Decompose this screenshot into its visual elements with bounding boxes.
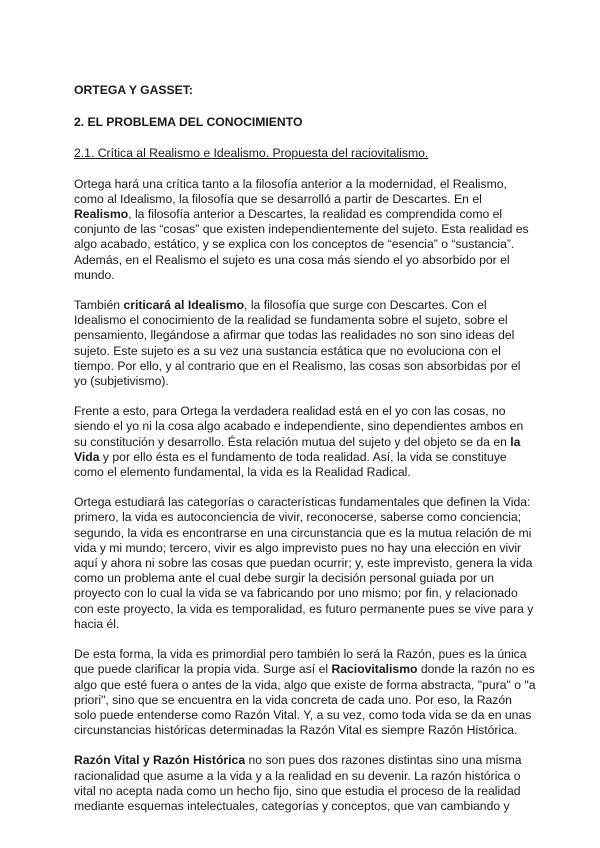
document-body: [74, 83, 536, 829]
paragraph-razon-historica: [74, 753, 536, 814]
text-run: También: [74, 298, 124, 313]
text-run: , la filosofía que surge con Descartes. Con el Idealismo el conocimiento de la realidad se fundamenta sobre el sujeto, sobre el pensamiento, llegándose a afirmar que todas las realidades no son sino ideas del sujeto. Este sujeto es a su vez una sustancia estática que no evoluciona con el tiempo. Por ello, y al contrario que en el Realismo, las cosas son absorbidas por el yo (subjetivismo).: [74, 298, 521, 389]
text-run: y por ello ésta es el fundamento de toda realidad. Así, la vida se constituye como el elemento fundamental, la vida es la Realidad Radical.: [74, 449, 507, 480]
bold-term: la Vida: [74, 434, 521, 464]
bold-term: Razón Vital y Razón Histórica: [74, 753, 246, 768]
paragraph-categorias: [74, 495, 536, 632]
bold-term: Realismo: [74, 207, 129, 222]
text-run: no son pues dos razones distintas sino una misma racionalidad que asume a la vida y a la realidad en su devenir. La razón histórica o vital no acepta nada como un hecho fijo, sino que estudia el proceso de la realidad mediante esquemas intelectuales, categorías y conceptos, que van cambiando y: [74, 753, 522, 813]
text-run: Frente a esto, para Ortega la verdadera realidad está en el yo con las cosas, no siendo el yo ni la cosa algo acabado e independiente, sino dependientes ambos en su constitución y desarrollo. Ésta relación mutua del sujeto y del objeto se da en: [74, 404, 524, 449]
text-run: donde la razón no es algo que esté fuera o antes de la vida, algo que existe de forma abstracta, "pura" o "a priori", sino que se encuentra en la vida concreta de cada uno. Por eso, la Razón solo puede entenderse como Razón Vital. Y, a su vez, como toda vida se da en unas circunstancias históricas determinadas la Razón Vital es siempre Razón Histórica.: [74, 662, 536, 738]
bold-term: criticará al Idealismo: [123, 298, 245, 313]
document-title: ORTEGA Y GASSET:: [74, 83, 193, 97]
paragraph-realismo: [74, 177, 536, 283]
text-run: De esta forma, la vida es primordial pero también lo será la Razón, pues es la única que puede clarificar la propia vida. Surge así el: [74, 647, 527, 677]
paragraph-la-vida: [74, 404, 536, 480]
text-run: Ortega hará una crítica tanto a la filosofía anterior a la modernidad, el Realismo, como al Idealismo, la filosofía que se desarrolló a partir de Descartes. En el: [74, 176, 507, 206]
text-run: , la filosofía anterior a Descartes, la realidad es comprendida como el conjunto de las “cosas” que existen independientemente del sujeto. Esta realidad es algo acabado, estático, y se explica con los conceptos de “esencia” o “sustancia”. Además, en el Realismo el sujeto es una cosa más siendo el yo absorbido por el mundo.: [74, 207, 529, 282]
paragraph-raciovitalismo: [74, 647, 536, 738]
section-heading: 2. EL PROBLEMA DEL CONOCIMIENTO: [74, 115, 303, 130]
bold-term: Raciovitalismo: [331, 662, 418, 677]
text-run: Ortega estudiará las categorías o características fundamentales que definen la Vida: primero, la vida es autoconciencia de vivir, reconocerse, saberse como conciencia; segundo, la vida es encontrarse en una circunstancia que es la mutua relación de mi vida y mi mundo; tercero, vivir es algo imprevisto pues no hay una elección en vivir aquí y ahora ni sobre las cosas que puedan ocurrir; y, este imprevisto, genera la vida como un problema ante el cual debe surgir la decisión personal guiada por un proyecto con lo cual la vida se va fabricando por uno mismo; por fin, y relacionado con este proyecto, la vida es temporalidad, es futuro permanente pues se vive para y hacia él.: [74, 495, 534, 631]
subsection-heading: 2.1. Crítica al Realismo e Idealismo. Propuesta del raciovitalismo.: [74, 146, 429, 161]
paragraph-idealismo: [74, 298, 536, 389]
